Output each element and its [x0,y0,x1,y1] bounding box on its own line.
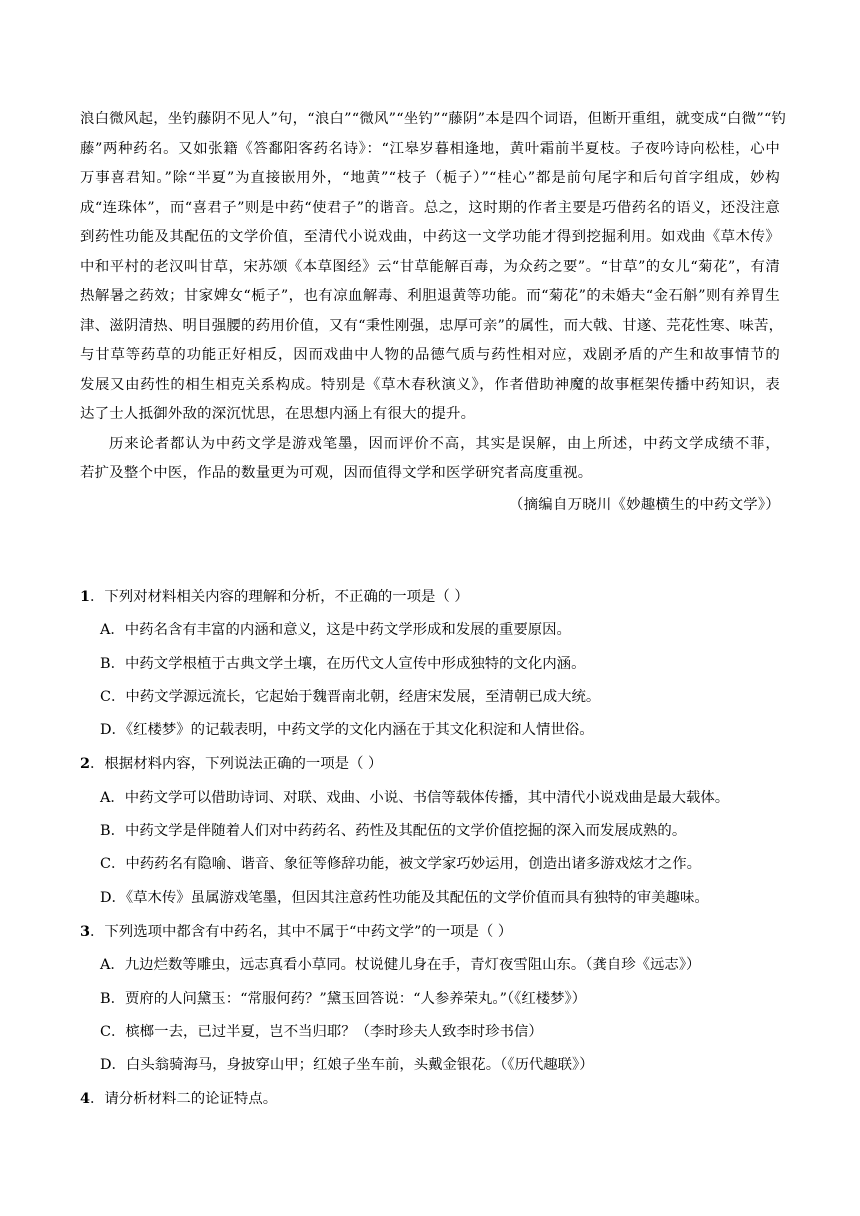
question-text: ．下列对材料相关内容的理解和分析，不正确的一项是（ ） [90,589,469,605]
question-number: 1 [80,588,91,605]
question-stem [80,747,780,781]
option-b: B．中药文学根植于古典文学土壤，在历代文人宣传中形成独特的文化内涵。 [100,655,586,672]
option-c: C．中药药名有隐喻、谐音、象征等修辞功能，被文学家巧妙运用，创造出诸多游戏炫才之作。 [100,856,702,873]
question-2 [80,747,780,914]
option-d: D．《红楼梦》的记载表明，中药文学的文化内涵在于其文化积淀和人情世俗。 [100,722,594,739]
option-b: B．贾府的人问黛玉：“常服何药？”黛玉回答说：“人参养荣丸。”（《红楼梦》） [100,990,587,1007]
passage-line: 达了士人抵御外敌的深沉忧思，在思想内涵上有很大的提升。 [80,406,476,422]
passage-line: 津、滋阴清热、明目强腰的药用价值，又有“秉性刚强，忠厚可亲”的属性，而大戟、甘遂、芫花性寒、味苦， [80,317,784,334]
question-3 [80,915,780,1082]
question-number: 4 [80,1090,91,1108]
passage-line: 热解暑之药效；甘家婢女“栀子”，也有凉血解毒、利胆退黄等功能。而“菊花”的未婚夫“金石斛”则有养胃生 [80,288,780,304]
question-number: 3 [80,922,91,940]
question-stem [80,1082,780,1116]
passage-line: 到药性功能及其配伍的文学价值，至清代小说戏曲，中药这一文学功能才得到挖掘利用。如戏曲《草木传》 [80,229,780,245]
passage-line: 若扩及整个中医，作品的数量更为可观，因而值得文学和医学研究者高度重视。 [80,465,593,481]
option-c: C．槟榔一去，已过半夏，岂不当归耶？（李时珍夫人致李时珍书信） [100,1023,543,1040]
passage-line: 成“连珠体”，而“喜君子”则是中药“使君子”的谐音。总之，这时期的作者主要是巧借药名的语义，还没注意 [80,199,780,216]
option-a: A．中药名含有丰富的内涵和意义，这是中药文学形成和发展的重要原因。 [100,622,571,639]
passage-line: 发展又由药性的相生相克关系构成。特别是《草木春秋演义》，作者借助神魔的故事框架传播中药知识，表 [80,376,780,393]
question-1 [80,580,780,747]
option-a: A．九边烂数等雕虫，远志真看小草同。杖说健儿身在手，青灯夜雪阻山东。（龚自珍《远志》） [100,957,701,974]
passage-line: 与甘草等药草的功能正好相反，因而戏曲中人物的品德气质与药性相对应，戏剧矛盾的产生和故事情节的 [80,347,780,363]
question-text: ．下列选项中都含有中药名，其中不属于“中药文学”的一项是（ ） [90,923,513,940]
option-c: C．中药文学源远流长，它起始于魏晋南北朝，经唐宋发展，至清朝已成大统。 [100,688,601,705]
question-text: ．请分析材料二的论证特点。 [90,1091,278,1108]
question-4 [80,1082,780,1116]
question-stem [80,580,780,614]
option-d: D．《草木传》虽属游戏笔墨，但因其注意药性功能及其配伍的文学价值而具有独特的审美趣味。 [100,889,709,906]
passage-line: 中和平村的老汉叫甘草，宋苏颂《本草图经》云“甘草能解百毒，为众药之要”。“甘草”的女儿“菊花”，有清 [80,258,780,275]
passage-line: 万事喜君知。”除“半夏”为直接嵌用外，“地黄”“枝子（栀子）”“桂心”都是前句尾字和后句首字组成，妙构 [80,170,780,186]
option-b: B．中药文学是伴随着人们对中药药名、药性及其配伍的文学价值挖掘的深入而发展成熟的。 [100,823,687,840]
reading-passage [80,105,787,520]
question-list [80,580,780,1117]
passage-line: 浪白微风起，坐钓藤阴不见人”句，“浪白”“微风”“坐钓”“藤阴”本是四个词语，但断开重组，就变成“白微”“钓 [80,111,787,127]
passage-line: 藤”两种药名。又如张籍《答鄱阳客药名诗》：“江皋岁暮相逢地，黄叶霜前半夏枝。子夜吟诗向松桂，心中 [80,140,780,157]
passage-line: 历来论者都认为中药文学是游戏笔墨，因而评价不高，其实是误解，由上所述，中药文学成绩不菲， [109,435,780,452]
question-number: 2 [80,755,91,773]
option-d: D．白头翁骑海马，身披穿山甲；红娘子坐车前，头戴金银花。（《历代趣联》） [100,1057,594,1074]
question-stem [80,915,780,949]
option-a: A．中药文学可以借助诗词、对联、戏曲、小说、书信等载体传播，其中清代小说戏曲是最大载体。 [100,789,730,806]
source-credit: （摘编自万晓川《妙趣横生的中药文学》） [509,496,780,513]
question-text: ．根据材料内容，下列说法正确的一项是（ ） [90,756,383,773]
